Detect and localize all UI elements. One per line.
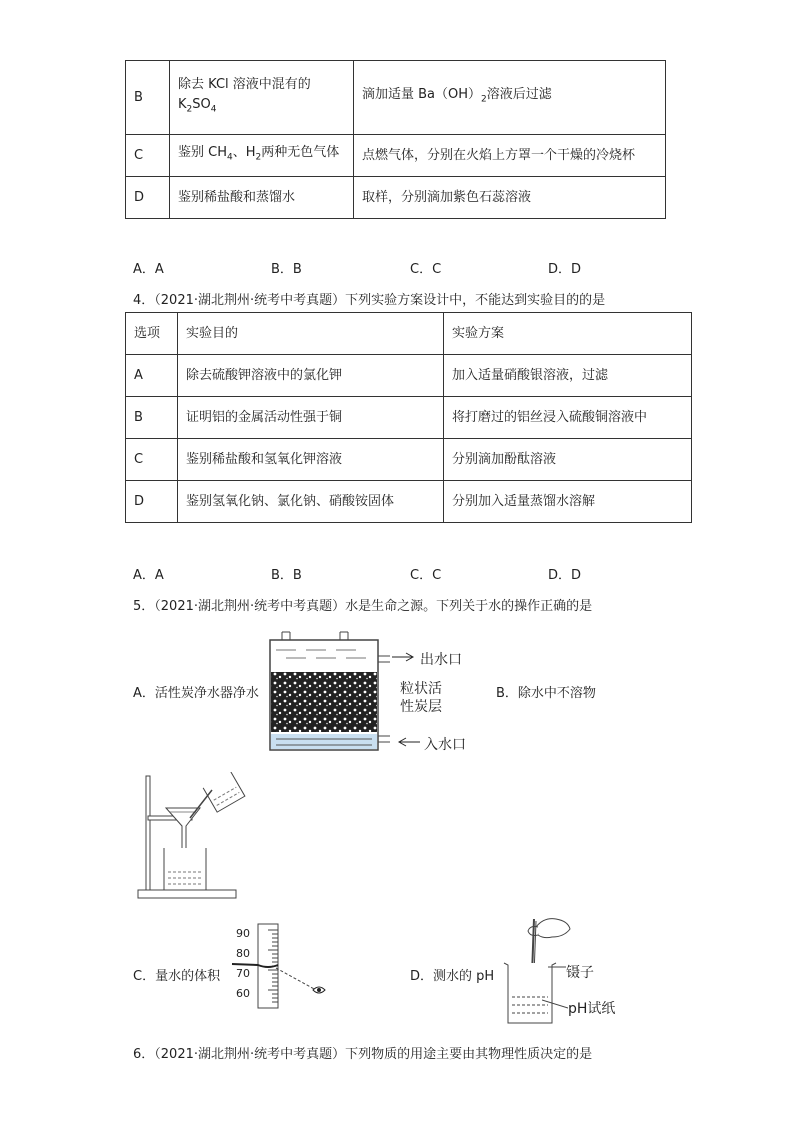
table-row bbox=[126, 481, 692, 523]
tweezers-pointer-line bbox=[548, 964, 566, 970]
option-cell: C bbox=[126, 439, 178, 481]
choices-q3 bbox=[133, 258, 733, 276]
choice-d[interactable]: D．D bbox=[548, 262, 582, 277]
option-d-label[interactable]: D．测水的 pH bbox=[410, 969, 495, 984]
method-cell: 分别加入适量蒸馏水溶解 bbox=[444, 481, 692, 523]
choice-a[interactable]: A．A bbox=[133, 262, 164, 277]
table-row bbox=[126, 177, 666, 219]
option-cell: D bbox=[126, 177, 170, 219]
tweezers-label: 镊子 bbox=[566, 965, 594, 981]
option-cell: C bbox=[126, 135, 170, 177]
table-q3-continued bbox=[125, 60, 666, 219]
table-q4 bbox=[125, 312, 692, 523]
purpose-cell: 除去硫酸钾溶液中的氯化钾 bbox=[178, 355, 444, 397]
method-cell: 滴加适量 $Ba(OH)_2$溶液后过滤 bbox=[354, 61, 666, 135]
table-row bbox=[126, 355, 692, 397]
table-row bbox=[126, 135, 666, 177]
method-cell: 点燃气体，分别在火焰上方罩一个干燥的冷烧杯 bbox=[354, 135, 666, 177]
option-c-label[interactable]: C．量水的体积 bbox=[133, 969, 221, 984]
inlet-arrow-icon bbox=[396, 736, 420, 748]
option-cell: D bbox=[126, 481, 178, 523]
question-6-stem: 6．（2021·湖北荆州·统考中考真题）下列物质的用途主要由其物理性质决定的是 bbox=[133, 1047, 593, 1062]
table-row bbox=[126, 439, 692, 481]
option-cell: B bbox=[126, 61, 170, 135]
purpose-cell: 除去 KCl 溶液中混有的 $K_2SO_4$ bbox=[170, 61, 354, 135]
choices-q4 bbox=[133, 564, 733, 582]
eye-icon bbox=[312, 984, 326, 996]
tick-70: 70 bbox=[236, 967, 250, 980]
option-a-label[interactable]: A．活性炭净水器净水 bbox=[133, 686, 259, 701]
ph-paper-pointer-line bbox=[542, 998, 568, 1010]
method-cell: 加入适量硝酸银溶液，过滤 bbox=[444, 355, 692, 397]
choice-c[interactable]: C．C bbox=[410, 568, 442, 583]
filtration-apparatus-diagram bbox=[136, 772, 248, 900]
outlet-label: 出水口 bbox=[420, 652, 462, 668]
question-5-stem: 5．（2021·湖北荆州·统考中考真题）水是生命之源。下列关于水的操作正确的是 bbox=[133, 599, 593, 614]
purpose-cell: 鉴别氢氧化钠、氯化钠、硝酸铵固体 bbox=[178, 481, 444, 523]
method-cell: 将打磨过的铝丝浸入硫酸铜溶液中 bbox=[444, 397, 692, 439]
ph-paper-label: pH试纸 bbox=[568, 1001, 616, 1017]
option-cell: B bbox=[126, 397, 178, 439]
choice-a[interactable]: A．A bbox=[133, 568, 164, 583]
question-4-stem: 4．（2021·湖北荆州·统考中考真题）下列实验方案设计中，不能达到实验目的的是 bbox=[133, 293, 606, 308]
option-b-label[interactable]: B．除水中不溶物 bbox=[496, 686, 596, 701]
tick-90: 90 bbox=[236, 927, 250, 940]
carbon-layer-label-1: 粒状活 bbox=[400, 681, 442, 697]
choice-d[interactable]: D．D bbox=[548, 568, 582, 583]
option-cell: A bbox=[126, 355, 178, 397]
outlet-arrow-icon bbox=[392, 651, 416, 663]
header-option: 选项 bbox=[126, 313, 178, 355]
choice-b[interactable]: B．B bbox=[271, 568, 302, 583]
inlet-label: 入水口 bbox=[424, 737, 466, 753]
carbon-filter-diagram bbox=[262, 626, 392, 756]
tick-80: 80 bbox=[236, 947, 250, 960]
choice-b[interactable]: B．B bbox=[271, 262, 302, 277]
purpose-cell: 证明铝的金属活动性强于铜 bbox=[178, 397, 444, 439]
table-header-row bbox=[126, 313, 692, 355]
tick-60: 60 bbox=[236, 987, 250, 1000]
purpose-cell: 鉴别 $CH_4$、$H_2$两种无色气体 bbox=[170, 135, 354, 177]
purpose-cell: 鉴别稀盐酸和蒸馏水 bbox=[170, 177, 354, 219]
choice-c[interactable]: C．C bbox=[410, 262, 442, 277]
purpose-cell: 鉴别稀盐酸和氢氧化钾溶液 bbox=[178, 439, 444, 481]
header-purpose: 实验目的 bbox=[178, 313, 444, 355]
method-cell: 分别滴加酚酞溶液 bbox=[444, 439, 692, 481]
method-cell: 取样，分别滴加紫色石蕊溶液 bbox=[354, 177, 666, 219]
table-row bbox=[126, 61, 666, 135]
table-row bbox=[126, 397, 692, 439]
carbon-layer-label-2: 性炭层 bbox=[400, 699, 442, 715]
header-method: 实验方案 bbox=[444, 313, 692, 355]
